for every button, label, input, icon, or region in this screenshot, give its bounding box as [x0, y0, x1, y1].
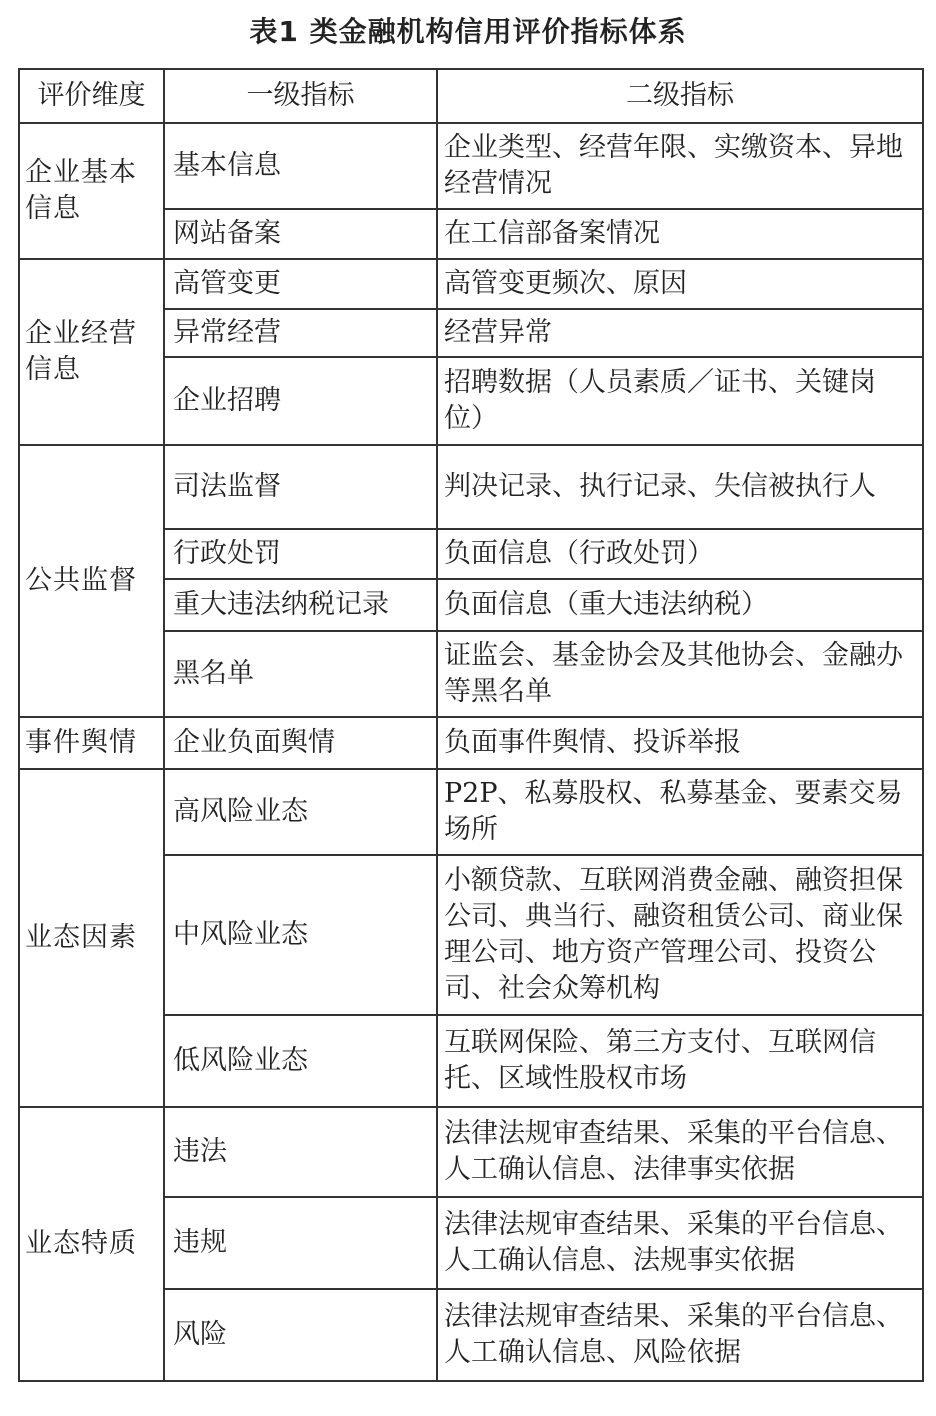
level2-cell: 经营异常 [437, 309, 923, 357]
level2-cell: 小额贷款、互联网消费金融、融资担保公司、典当行、融资租赁公司、商业保理公司、地方资产管理公司、投资公司、社会众筹机构 [437, 855, 923, 1015]
level1-cell: 网站备案 [164, 209, 437, 259]
level2-cell: 招聘数据（人员素质／证书、关键岗位） [437, 357, 923, 445]
level1-cell: 低风险业态 [164, 1015, 437, 1107]
header-dimension: 评价维度 [19, 69, 164, 123]
level2-cell: P2P、私募股权、私募基金、要素交易场所 [437, 769, 923, 855]
level1-cell: 基本信息 [164, 123, 437, 209]
level1-cell: 企业招聘 [164, 357, 437, 445]
dimension-cell: 事件舆情 [19, 717, 164, 769]
level1-cell: 司法监督 [164, 445, 437, 529]
dimension-cell: 业态特质 [19, 1107, 164, 1381]
level1-cell: 黑名单 [164, 631, 437, 717]
level1-cell: 重大违法纳税记录 [164, 579, 437, 631]
header-level1: 一级指标 [164, 69, 437, 123]
level1-cell: 异常经营 [164, 309, 437, 357]
table-row [19, 769, 923, 855]
level2-cell: 法律法规审查结果、采集的平台信息、人工确认信息、风险依据 [437, 1289, 923, 1381]
level2-cell: 高管变更频次、原因 [437, 259, 923, 309]
level1-cell: 违规 [164, 1197, 437, 1289]
table-row [19, 717, 923, 769]
dimension-cell: 公共监督 [19, 445, 164, 717]
level2-cell: 法律法规审查结果、采集的平台信息、人工确认信息、法律事实依据 [437, 1107, 923, 1197]
dimension-cell: 企业经营信息 [19, 259, 164, 445]
level1-cell: 行政处罚 [164, 529, 437, 579]
level2-cell: 负面事件舆情、投诉举报 [437, 717, 923, 769]
level1-cell: 风险 [164, 1289, 437, 1381]
level2-cell: 判决记录、执行记录、失信被执行人 [437, 445, 923, 529]
level1-cell: 高风险业态 [164, 769, 437, 855]
level2-cell: 法律法规审查结果、采集的平台信息、人工确认信息、法规事实依据 [437, 1197, 923, 1289]
level1-cell: 中风险业态 [164, 855, 437, 1015]
level2-cell: 互联网保险、第三方支付、互联网信托、区域性股权市场 [437, 1015, 923, 1107]
table-row [19, 1107, 923, 1197]
header-row [19, 69, 923, 123]
level1-cell: 企业负面舆情 [164, 717, 437, 769]
table-row [19, 259, 923, 309]
level1-cell: 高管变更 [164, 259, 437, 309]
credit-evaluation-table [18, 68, 924, 1382]
level2-cell: 企业类型、经营年限、实缴资本、异地经营情况 [437, 123, 923, 209]
level2-cell: 在工信部备案情况 [437, 209, 923, 259]
level2-cell: 证监会、基金协会及其他协会、金融办等黑名单 [437, 631, 923, 717]
dimension-cell: 业态因素 [19, 769, 164, 1107]
level2-cell: 负面信息（行政处罚） [437, 529, 923, 579]
dimension-cell: 企业基本信息 [19, 123, 164, 259]
table-title: 表1 类金融机构信用评价指标体系 [249, 15, 687, 48]
header-level2: 二级指标 [437, 69, 923, 123]
level2-cell: 负面信息（重大违法纳税） [437, 579, 923, 631]
table-row [19, 445, 923, 529]
table-row [19, 123, 923, 209]
level1-cell: 违法 [164, 1107, 437, 1197]
